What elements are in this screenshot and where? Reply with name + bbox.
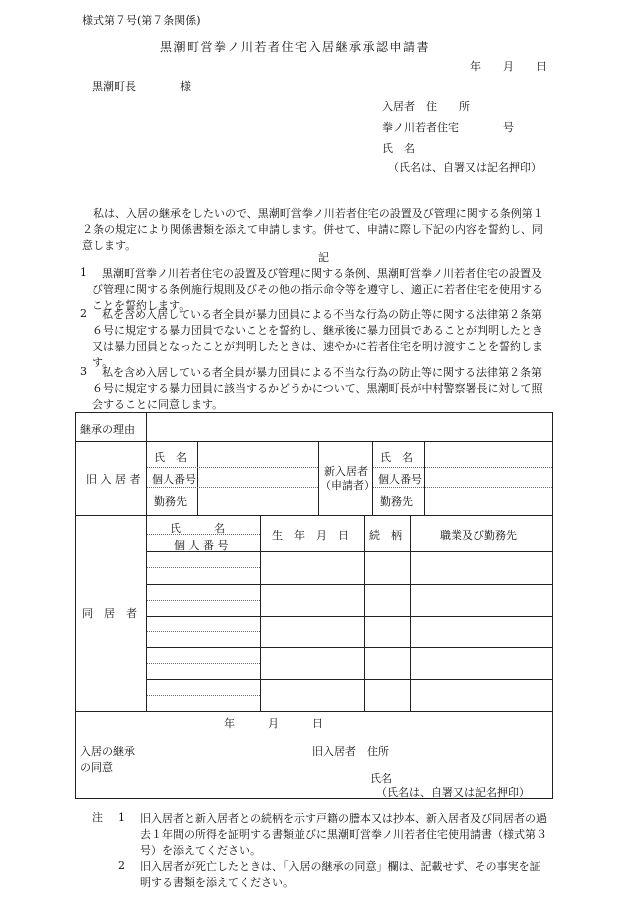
old-id-label: 個人番号: [152, 473, 196, 486]
column-birthdate: 生 年 月 日: [272, 529, 349, 542]
intro-paragraph: 私は、入居の継承をしたいので、黒潮町営拳ノ川若者住宅の設置及び管理に関する条例第１２条の規定により関係書類を添えて申請します。併せて、申請に際し下記の内容を誓約し、同意します。: [82, 207, 544, 252]
note-number: 2: [118, 859, 125, 872]
document-title: 黒潮町営拳ノ川若者住宅入居継承承認申請書: [160, 40, 431, 54]
item-text: 黒潮町営拳ノ川若者住宅の設置及び管理に関する条例、黒潮町営拳ノ川若者住宅の設置及び管理に関する条例施行規則及びその他の指示命令等を遵守し、適正に若者住宅を使用することを誓約します。: [92, 267, 543, 312]
ki-heading: 記: [318, 251, 329, 264]
new-resident-label: 新入居者: [324, 465, 368, 478]
new-workplace-label: 勤務先: [380, 495, 413, 508]
addressee: 黒潮町長 様: [92, 80, 191, 93]
notes-label: 注: [92, 811, 103, 824]
item-number: 2: [80, 307, 87, 320]
column-occupation: 職業及び勤務先: [440, 529, 517, 542]
seal-note: （氏名は、自署又は記名押印）: [388, 161, 542, 174]
resident-address-label: 入居者 住 所: [382, 100, 470, 113]
new-id-label: 個人番号: [378, 473, 422, 486]
note-number: 1: [118, 811, 125, 824]
item-number: 1: [80, 266, 87, 279]
item-text: 私を含め入居している者全員が暴力団員による不当な行為の防止等に関する法律第２条第６号に規定する暴力団員でないことを誓約し、継承後に暴力団員であることが判明したとき又は暴力団員となったことが判明したときは、速やかに若者住宅を明け渡すことを誓約します。: [92, 308, 543, 369]
item-text: 私を含め入居している者全員が暴力団員による不当な行為の防止等に関する法律第２条第６号に規定する暴力団員に該当するかどうかについて、黒潮町長が中村警察署長に対して照会することに同意します。: [92, 366, 543, 411]
old-workplace-label: 勤務先: [154, 495, 187, 508]
consent-label: 入居の継承: [80, 745, 135, 758]
consent-label-2: の同意: [80, 761, 113, 774]
reason-label: 継承の理由: [80, 423, 135, 436]
old-name-label: 氏 名: [154, 451, 187, 464]
cohabitant-label: 同 居 者: [82, 607, 137, 620]
applicant-name-label: 氏 名: [382, 142, 415, 155]
column-name: 氏 名: [170, 522, 225, 535]
column-id-number: 個 人 番 号: [174, 539, 229, 552]
consent-date: 年 月 日: [224, 717, 323, 730]
consent-name: 氏名: [370, 772, 392, 785]
column-relation: 続 柄: [369, 529, 402, 542]
new-resident-applicant-label: （申請者）: [320, 479, 375, 492]
application-date: 年 月 日: [470, 60, 547, 73]
form-number: 様式第７号(第７条関係): [82, 14, 201, 27]
item-number: 3: [80, 365, 87, 378]
new-name-label: 氏 名: [380, 451, 413, 464]
consent-seal-note: （氏名は、自署又は記名押印）: [376, 786, 530, 799]
consent-old-address: 旧入居者 住所: [312, 745, 389, 758]
note-text: 旧入居者と新入居者との続柄を示す戸籍の謄本又は抄本、新入居者及び同居者の過去１年間の所得を証明する書類並びに黒潮町営拳ノ川若者住宅使用請書（様式第３号）を添えてください。: [140, 812, 547, 857]
note-text: 旧入居者が死亡したときは、「入居の継承の同意」欄は、記載せず、その事実を証明する書類を添えてください。: [140, 860, 541, 889]
old-resident-label: 旧 入 居 者: [86, 473, 141, 486]
housing-number-label: 拳ノ川若者住宅 号: [382, 121, 514, 134]
